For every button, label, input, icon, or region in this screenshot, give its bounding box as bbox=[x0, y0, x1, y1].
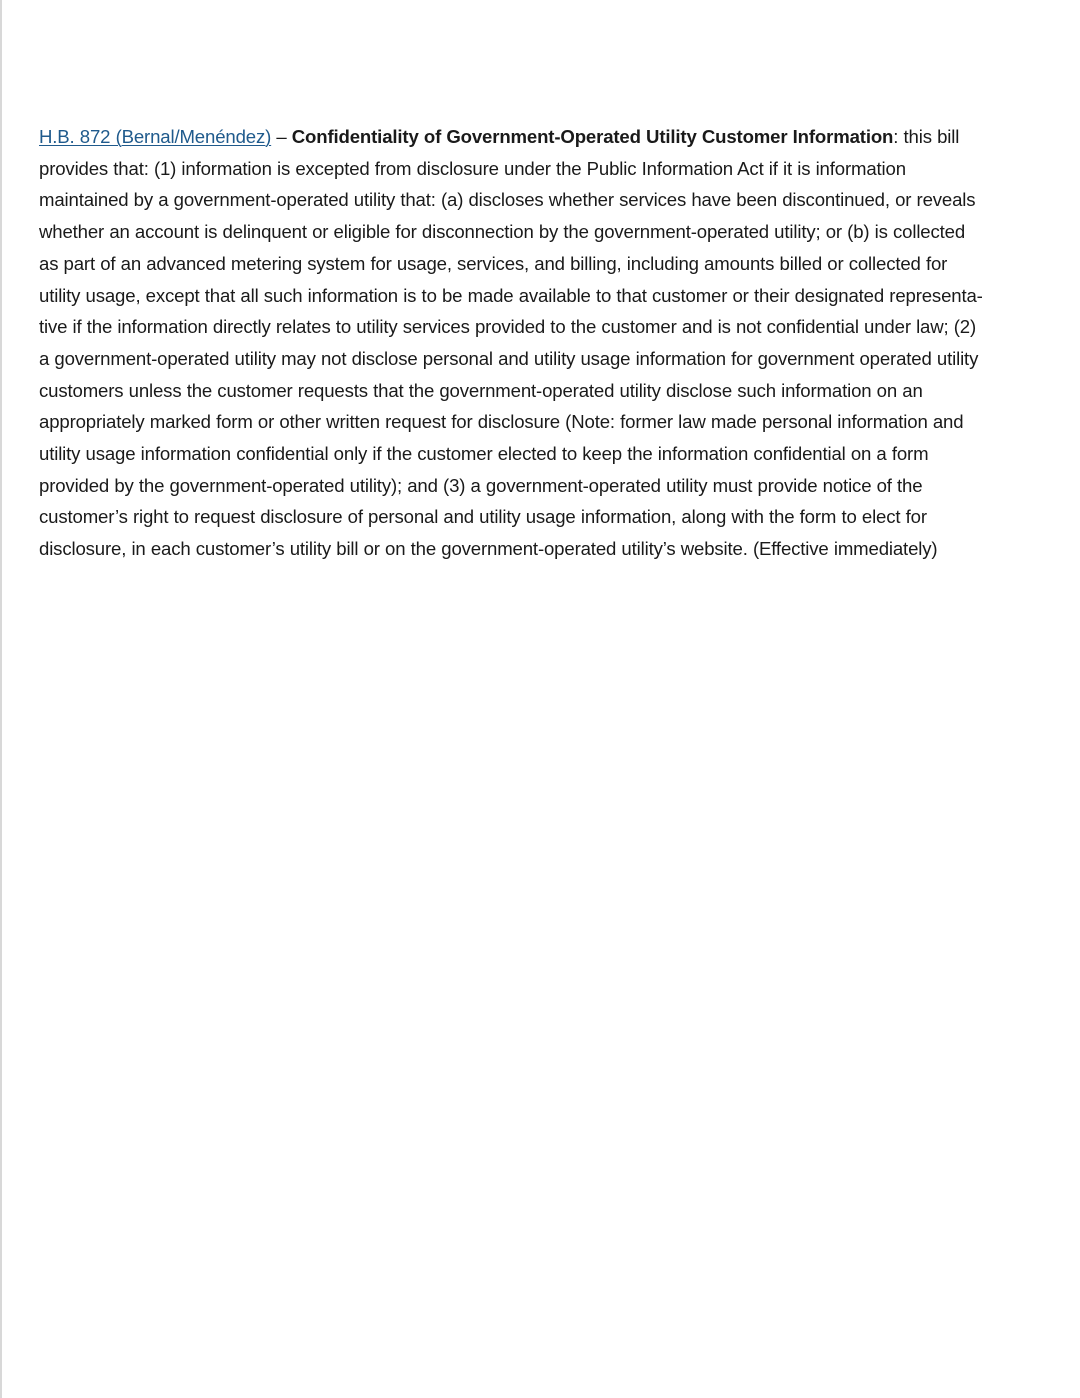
paragraph-line: customer’s right to request disclosure of personal and utility usage information, along with the form to elect for bbox=[39, 506, 927, 528]
paragraph-line: provides that: (1) information is excepted from disclosure under the Public Information Act if it is information bbox=[39, 157, 906, 179]
paragraph-line: tive if the information directly relates to utility services provided to the customer and is not confidential under law; (2) bbox=[39, 316, 977, 338]
page-left-edge bbox=[0, 0, 2, 1398]
bill-summary-paragraph bbox=[39, 121, 1049, 565]
paragraph-line: whether an account is delinquent or eligible for disconnection by the government-operated utility; or (b) is collected bbox=[39, 221, 966, 243]
paragraph-line: utility usage information confidential only if the customer elected to keep the information confidential on a form bbox=[39, 443, 929, 465]
paragraph-line: customers unless the customer requests that the government-operated utility disclose such information on an bbox=[39, 379, 923, 401]
paragraph-line: appropriately marked form or other written request for disclosure (Note: former law made personal information and bbox=[39, 411, 964, 433]
title-dash: – bbox=[271, 126, 292, 147]
paragraph-line: maintained by a government-operated utility that: (a) discloses whether services have been discontinued, or reveals bbox=[39, 189, 976, 211]
paragraph-line-first bbox=[39, 121, 1049, 153]
bill-title: Confidentiality of Government-Operated Utility Customer Information bbox=[291, 126, 894, 147]
paragraph-line: disclosure, in each customer’s utility bill or on the government-operated utility’s website. (Effective immediately) bbox=[39, 538, 938, 560]
paragraph-line: as part of an advanced metering system for usage, services, and billing, including amounts billed or collected for bbox=[39, 252, 948, 274]
paragraph-line: provided by the government-operated utility); and (3) a government-operated utility must provide notice of the bbox=[39, 474, 923, 496]
paragraph-line: a government-operated utility may not disclose personal and utility usage information for government operated utility bbox=[39, 347, 979, 369]
bill-link[interactable]: H.B. 872 (Bernal/Menéndez) bbox=[39, 126, 272, 147]
paragraph-line: utility usage, except that all such information is to be made available to that customer or their designated representa- bbox=[39, 284, 983, 306]
paragraph-line-text: : this bill bbox=[893, 126, 960, 147]
